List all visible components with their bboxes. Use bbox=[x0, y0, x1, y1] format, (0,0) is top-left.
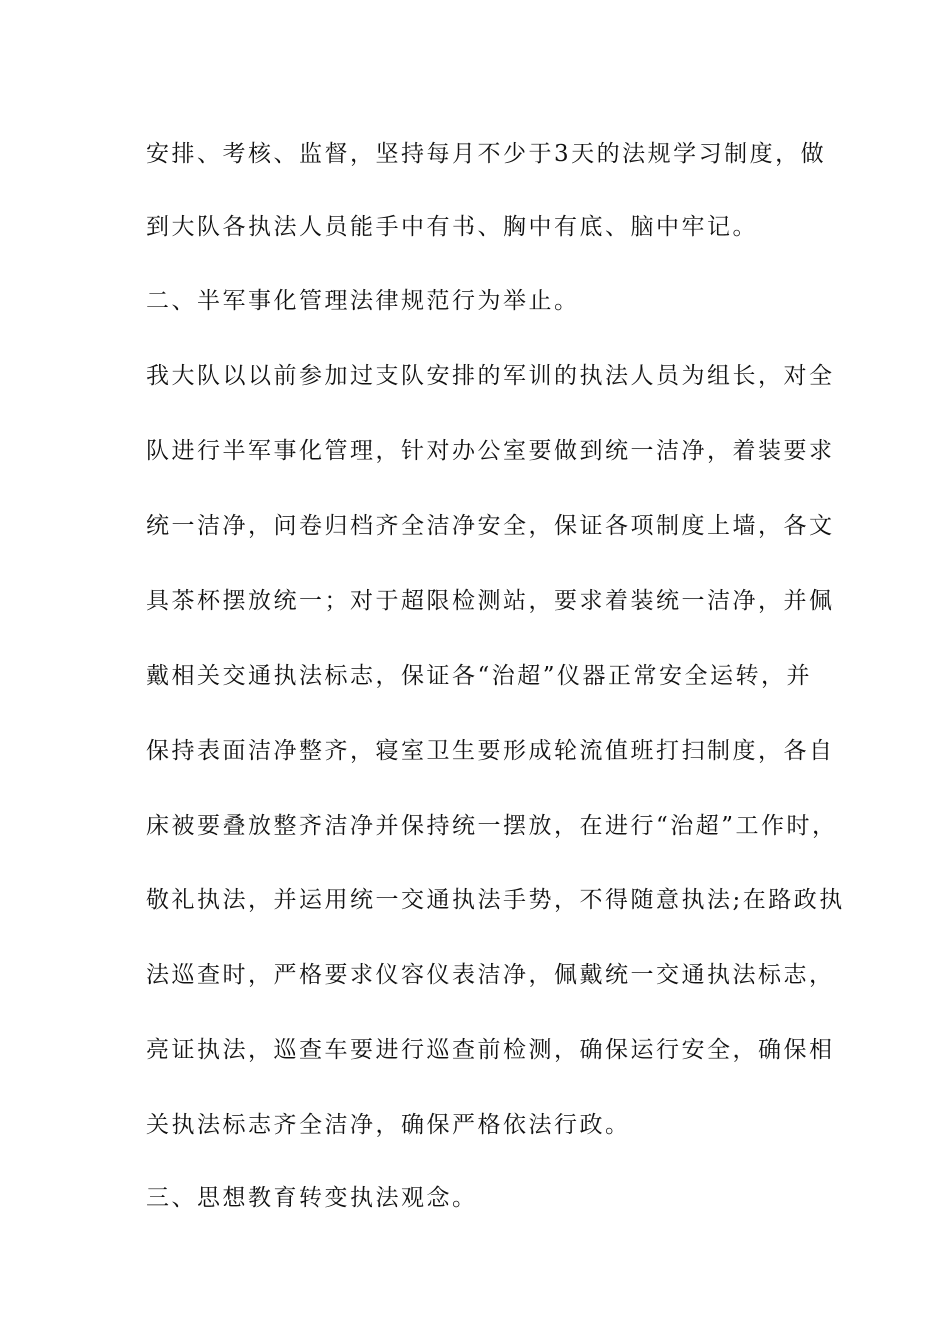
paragraph-line: 队进行半军事化管理，针对办公室要做到统一洁净，着装要求 bbox=[146, 438, 835, 464]
section-heading: 三、思想教育转变执法观念。 bbox=[146, 1185, 478, 1211]
paragraph-line: 统一洁净，问卷归档齐全洁净安全，保证各项制度上墙，各文 bbox=[146, 513, 835, 539]
section-heading: 二、半军事化管理法律规范行为举止。 bbox=[146, 288, 580, 314]
paragraph-line: 敬礼执法，并运用统一交通执法手势，不得随意执法;在路政执 bbox=[146, 887, 845, 913]
paragraph-line: 戴相关交通执法标志，保证各“治超”仪器正常安全运转，并 bbox=[146, 663, 813, 689]
paragraph-line: 亮证执法，巡查车要进行巡查前检测，确保运行安全，确保相 bbox=[146, 1037, 835, 1063]
paragraph-line: 具茶杯摆放统一；对于超限检测站，要求着装统一洁净，并佩 bbox=[146, 588, 835, 614]
paragraph-line: 安排、考核、监督，坚持每月不少于3天的法规学习制度，做 bbox=[146, 141, 827, 167]
paragraph-line: 保持表面洁净整齐，寝室卫生要形成轮流值班打扫制度，各自 bbox=[146, 738, 835, 764]
paragraph-line: 我大队以以前参加过支队安排的军训的执法人员为组长，对全 bbox=[146, 363, 835, 389]
paragraph-line: 法巡查时，严格要求仪容仪表洁净，佩戴统一交通执法标志， bbox=[146, 962, 835, 988]
paragraph-line: 床被要叠放整齐洁净并保持统一摆放，在进行“治超”工作时， bbox=[146, 813, 838, 839]
paragraph-line: 到大队各执法人员能手中有书、胸中有底、脑中牢记。 bbox=[146, 214, 758, 240]
paragraph-line: 关执法标志齐全洁净，确保严格依法行政。 bbox=[146, 1112, 631, 1138]
